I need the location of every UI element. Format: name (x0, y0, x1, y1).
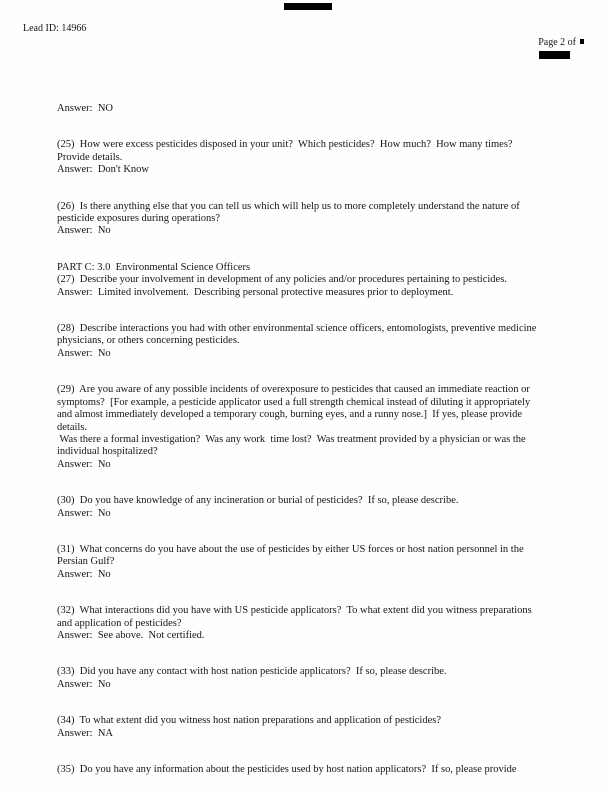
question-line: (34) To what extent did you witness host nation preparations and application of pesticides? (57, 715, 441, 727)
qa-block (57, 139, 577, 176)
qa-block (57, 495, 577, 520)
question-line: pesticide exposures during operations? (57, 213, 220, 225)
question-line: details. (57, 421, 88, 433)
answer-line: Answer: NO (57, 103, 113, 114)
question-line: individual hospitalized? (57, 446, 158, 458)
document-body (57, 103, 577, 776)
question-line: (31) What concerns do you have about the use of pesticides by either US forces or host nation personnel in the (57, 543, 524, 555)
redaction-bar-top (284, 3, 332, 10)
question-line: (29) Are you aware of any possible incidents of overexposure to pesticides that caused an immediate reaction or (57, 384, 530, 396)
question-line: (35) Do you have any information about the pesticides used by host nation applicators? If so, please provide (57, 764, 517, 775)
question-line: (28) Describe interactions you had with other environmental science officers, entomologists, preventive medicine (57, 323, 537, 335)
answer-line: Answer: Limited involvement. Describing personal protective measures prior to deployment. (57, 286, 454, 298)
qa-block (57, 103, 577, 115)
question-line: (26) Is there anything else that you can tell us which will help us to more completely understand the nature of (57, 200, 520, 212)
question-line: (25) How were excess pesticides disposed in your unit? Which pesticides? How much? How many times? (57, 139, 513, 151)
question-line: (30) Do you have knowledge of any incineration or burial of pesticides? If so, please describe. (57, 495, 459, 507)
question-line: Was there a formal investigation? Was any work time lost? Was treatment provided by a physician or was the (57, 433, 526, 445)
page-number-label: Page 2 of (538, 37, 576, 48)
question-line: (32) What interactions did you have with US pesticide applicators? To what extent did you witness preparations (57, 605, 532, 617)
qa-block (57, 605, 577, 642)
question-line: Provide details. (57, 151, 123, 163)
question-line: symptoms? [For example, a pesticide applicator used a full strength chemical instead of diluting it appropriately (57, 396, 531, 408)
question-line: and almost immediately developed a temporary cough, burning eyes, and a runny nose.] If yes, please provide (57, 409, 523, 421)
question-line: (27) Describe your involvement in development of any policies and/or procedures pertaining to pesticides. (57, 274, 507, 286)
question-line: and application of pesticides? (57, 617, 182, 629)
answer-line: Answer: No (57, 678, 111, 690)
heading-line: PART C: 3.0 Environmental Science Officers (57, 261, 251, 273)
answer-line: Answer: NA (57, 727, 113, 739)
qa-block (57, 715, 577, 740)
qa-block (57, 201, 577, 238)
question-line: physicians, or others concerning pesticides. (57, 335, 240, 347)
answer-line: Answer: Don't Know (57, 164, 150, 176)
qa-block (57, 544, 577, 581)
redaction-bar-right (539, 51, 570, 59)
qa-block (57, 666, 577, 691)
qa-block (57, 764, 577, 776)
qa-block (57, 384, 577, 471)
answer-line: Answer: No (57, 458, 111, 470)
qa-block (57, 323, 577, 360)
answer-line: Answer: No (57, 347, 111, 359)
answer-line: Answer: No (57, 507, 111, 519)
answer-line: Answer: No (57, 225, 111, 237)
qa-block (57, 262, 577, 299)
question-line: (33) Did you have any contact with host nation pesticide applicators? If so, please describe. (57, 666, 447, 678)
answer-line: Answer: No (57, 568, 111, 580)
question-line: Persian Gulf? (57, 556, 115, 568)
redaction-mark (580, 39, 584, 44)
lead-id-label: Lead ID: 14966 (23, 23, 87, 34)
answer-line: Answer: See above. Not certified. (57, 629, 205, 641)
